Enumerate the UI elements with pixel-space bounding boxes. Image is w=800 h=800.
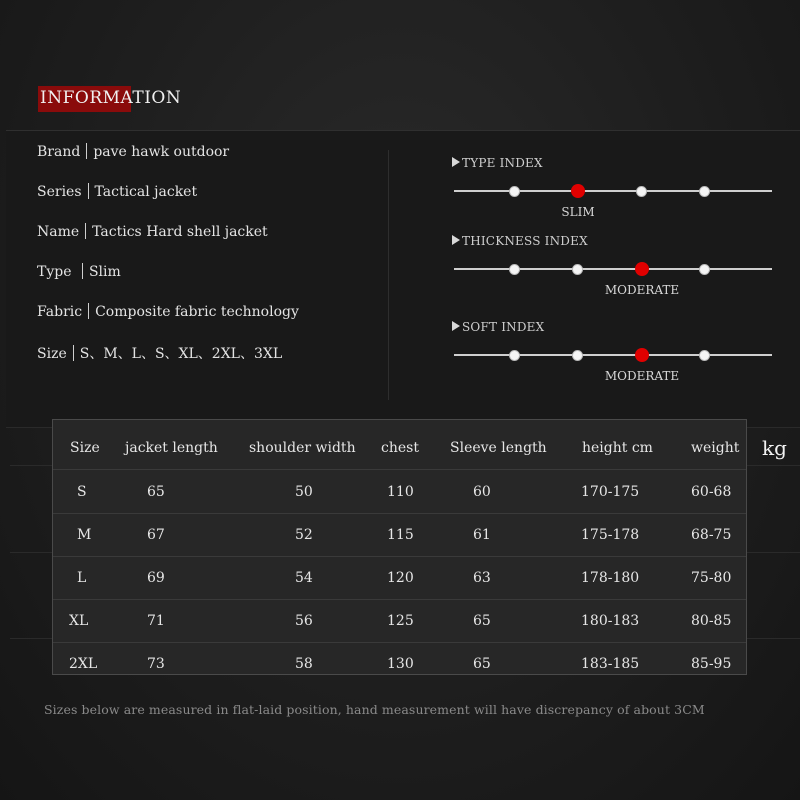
weight-unit-label: kg — [762, 436, 787, 460]
table-cell: 85-95 — [691, 655, 732, 672]
table-cell: 75-80 — [691, 569, 732, 586]
index-indicator — [452, 234, 772, 297]
spec-separator — [88, 303, 89, 319]
table-header-cell: jacket length — [125, 439, 218, 456]
table-header-cell: Size — [70, 439, 100, 456]
spec-row — [37, 263, 121, 280]
table-cell: 170-175 — [581, 483, 640, 500]
index-marker — [636, 186, 647, 197]
spec-value: Tactics Hard shell jacket — [92, 224, 268, 240]
spec-value: pave hawk outdoor — [93, 144, 230, 160]
background-line — [10, 552, 55, 553]
play-triangle-icon — [452, 235, 460, 245]
table-cell: 73 — [147, 655, 165, 672]
spec-row — [37, 343, 282, 363]
table-cell: 50 — [295, 483, 313, 500]
panel-divider — [388, 150, 389, 400]
index-marker — [509, 350, 520, 361]
table-cell: 183-185 — [581, 655, 640, 672]
index-track — [454, 354, 772, 356]
table-cell: 63 — [473, 569, 491, 586]
table-cell: L — [77, 569, 87, 586]
table-header-cell: shoulder width — [249, 439, 356, 456]
table-row — [53, 513, 746, 557]
play-triangle-icon — [452, 321, 460, 331]
index-marker — [699, 186, 710, 197]
table-cell: M — [77, 526, 92, 543]
spec-value: Tactical jacket — [94, 184, 198, 200]
table-cell: 178-180 — [581, 569, 640, 586]
spec-value: Slim — [88, 264, 121, 280]
background-line — [745, 638, 800, 639]
table-row — [53, 599, 746, 643]
table-cell: 115 — [387, 526, 414, 543]
section-title: INFORMATION — [40, 88, 181, 108]
index-value: MODERATE — [604, 369, 680, 383]
background-line — [745, 552, 800, 553]
table-cell: 180-183 — [581, 612, 640, 629]
table-cell: 52 — [295, 526, 313, 543]
table-cell: 58 — [295, 655, 313, 672]
table-header-cell: height cm — [582, 439, 653, 456]
spec-label: Fabric — [37, 304, 83, 320]
spec-row — [37, 223, 268, 240]
table-cell: 110 — [387, 483, 414, 500]
background-line — [10, 465, 55, 466]
spec-label: Size — [37, 346, 67, 362]
table-header-cell: Sleeve length — [450, 439, 547, 456]
spec-row — [37, 183, 197, 200]
spec-label: Type — [37, 264, 76, 280]
table-cell: 65 — [147, 483, 165, 500]
spec-row — [37, 143, 229, 160]
table-header-cell: chest — [381, 439, 419, 456]
table-cell: 65 — [473, 612, 491, 629]
table-cell: 54 — [295, 569, 313, 586]
spec-separator — [73, 345, 74, 361]
index-marker-active — [635, 262, 649, 276]
spec-separator — [86, 143, 87, 159]
spec-row — [37, 303, 299, 320]
table-cell: 120 — [387, 569, 414, 586]
table-header-row — [53, 426, 746, 470]
table-cell: S — [77, 483, 87, 500]
index-marker — [572, 350, 583, 361]
index-marker-active — [571, 184, 585, 198]
spec-value: S、M、L、S、XL、2XL、3XL — [79, 346, 283, 362]
index-label: SOFT INDEX — [452, 320, 772, 334]
spec-value: Composite fabric technology — [95, 304, 299, 320]
table-cell: 69 — [147, 569, 165, 586]
table-cell: 130 — [387, 655, 414, 672]
index-label: THICKNESS INDEX — [452, 234, 772, 248]
spec-separator — [85, 223, 86, 239]
index-marker — [509, 186, 520, 197]
background-line — [745, 465, 800, 466]
table-cell: 65 — [473, 655, 491, 672]
measurement-note: Sizes below are measured in flat-laid position, hand measurement will have discrepancy of about 3CM — [44, 702, 705, 717]
table-cell: 56 — [295, 612, 313, 629]
index-indicator — [452, 320, 772, 383]
index-marker — [699, 264, 710, 275]
spec-label: Name — [37, 224, 80, 240]
table-cell: 125 — [387, 612, 414, 629]
table-cell: 71 — [147, 612, 165, 629]
table-cell: 67 — [147, 526, 165, 543]
table-cell: XL — [69, 612, 89, 629]
index-track — [454, 190, 772, 192]
table-cell: 60 — [473, 483, 491, 500]
index-value: MODERATE — [604, 283, 680, 297]
index-value: SLIM — [561, 205, 595, 219]
table-cell: 175-178 — [581, 526, 640, 543]
table-cell: 2XL — [69, 655, 98, 672]
table-cell: 61 — [473, 526, 491, 543]
spec-label: Brand — [37, 144, 81, 160]
index-marker — [509, 264, 520, 275]
table-cell: 60-68 — [691, 483, 732, 500]
size-table — [52, 419, 747, 675]
index-indicator — [452, 156, 772, 219]
play-triangle-icon — [452, 157, 460, 167]
table-header-cell: weight — [691, 439, 740, 456]
spec-separator — [88, 183, 89, 199]
index-marker — [572, 264, 583, 275]
table-row — [53, 470, 746, 514]
index-marker-active — [635, 348, 649, 362]
info-panel — [6, 130, 800, 428]
index-track — [454, 268, 772, 270]
index-label: TYPE INDEX — [452, 156, 772, 170]
background-line — [10, 638, 55, 639]
table-row — [53, 642, 746, 685]
table-cell: 68-75 — [691, 526, 732, 543]
index-marker — [699, 350, 710, 361]
spec-separator — [82, 263, 83, 279]
table-row — [53, 556, 746, 600]
table-cell: 80-85 — [691, 612, 732, 629]
spec-label: Series — [37, 184, 82, 200]
